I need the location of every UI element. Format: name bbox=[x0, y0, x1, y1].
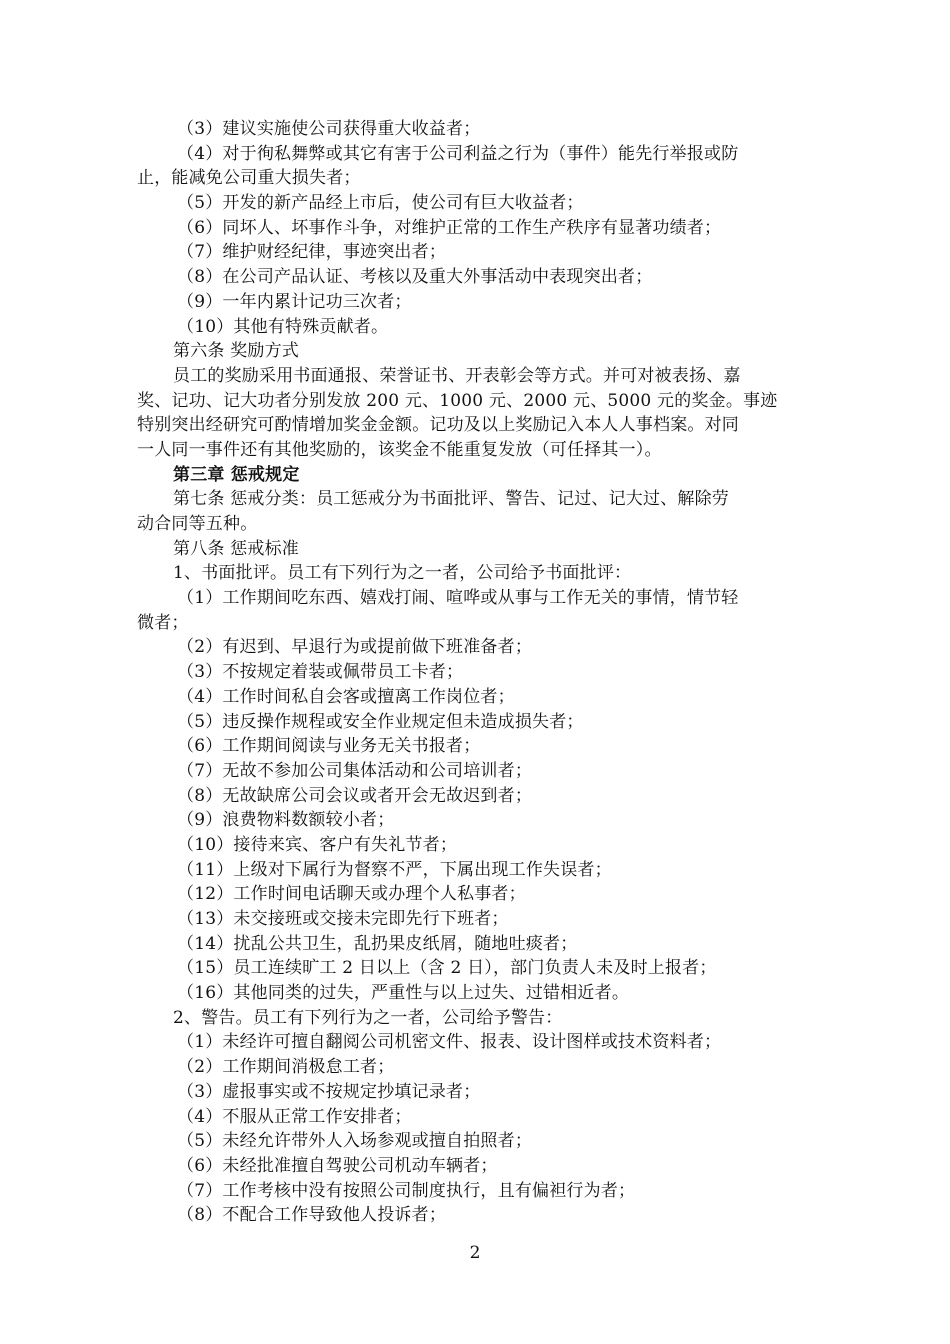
text-line: （8）不配合工作导致他人投诉者； bbox=[177, 1205, 447, 1226]
text-line: （9）浪费物料数额较小者； bbox=[177, 810, 395, 831]
text-line: （5）未经允许带外人入场参观或擅自拍照者； bbox=[177, 1131, 533, 1152]
text-line: （3）不按规定着装或佩带员工卡者； bbox=[177, 662, 464, 683]
text-line: （2）工作期间消极怠工者； bbox=[177, 1057, 395, 1078]
text-line: （8）无故缺席公司会议或者开会无故迟到者； bbox=[177, 785, 533, 806]
text-line: 2、警告。员工有下列行为之一者，公司给予警告： bbox=[173, 1007, 563, 1028]
chapter-heading: 第三章 惩戒规定 bbox=[173, 464, 300, 485]
text-line: （2）有迟到、早退行为或提前做下班准备者； bbox=[177, 637, 533, 658]
text-line: 微者； bbox=[137, 612, 189, 633]
text-line: （3）建议实施使公司获得重大收益者； bbox=[177, 119, 481, 139]
text-line: （8）在公司产品认证、考核以及重大外事活动中表现突出者； bbox=[177, 267, 653, 288]
text-line: （5）开发的新产品经上市后，使公司有巨大收益者； bbox=[177, 193, 584, 214]
text-line: 特别突出经研究可酌情增加奖金金额。记功及以上奖励记入本人人事档案。对同 bbox=[137, 415, 739, 436]
text-line: （4）对于徇私舞弊或其它有害于公司利益之行为（事件）能先行举报或防 bbox=[177, 143, 739, 164]
text-line: 动合同等五种。 bbox=[137, 514, 258, 534]
text-line: 第六条 奖励方式 bbox=[173, 341, 300, 362]
text-line: （4）工作时间私自会客或擅离工作岗位者； bbox=[177, 686, 515, 707]
document-body bbox=[137, 117, 817, 1228]
text-line: （13）未交接班或交接未完即先行下班者； bbox=[177, 909, 509, 929]
text-line: （6）同坏人、坏事作斗争，对维护正常的工作生产秩序有显著功绩者； bbox=[177, 217, 722, 238]
text-line: （1）工作期间吃东西、嬉戏打闹、喧哗或从事与工作无关的事情，情节轻 bbox=[177, 588, 739, 609]
text-line: （3）虚报事实或不按规定抄填记录者； bbox=[177, 1081, 481, 1102]
text-line: 奖、记功、记大功者分别发放 200 元、1000 元、2000 元、5000 元的奖金。事迹 bbox=[137, 390, 778, 411]
text-line: （10）接待来宾、客户有失礼节者； bbox=[177, 834, 458, 855]
text-line: 止，能减免公司重大损失者； bbox=[137, 168, 361, 189]
text-line: （5）违反操作规程或安全作业规定但未造成损失者； bbox=[177, 711, 584, 732]
text-line: （7）无故不参加公司集体活动和公司培训者； bbox=[177, 760, 533, 781]
text-line: （15）员工连续旷工 2 日以上（含 2 日），部门负责人未及时上报者； bbox=[177, 958, 717, 979]
text-line: （6）工作期间阅读与业务无关书报者； bbox=[177, 736, 481, 757]
text-line: （6）未经批准擅自驾驶公司机动车辆者； bbox=[177, 1155, 498, 1176]
text-line: （11）上级对下属行为督察不严，下属出现工作失误者； bbox=[177, 859, 612, 880]
text-line: （16）其他同类的过失，严重性与以上过失、过错相近者。 bbox=[177, 983, 630, 1004]
text-line: （7）工作考核中没有按照公司制度执行，且有偏袒行为者； bbox=[177, 1180, 636, 1201]
text-line: 第八条 惩戒标准 bbox=[173, 538, 300, 559]
text-line: 第七条 惩戒分类：员工惩戒分为书面批评、警告、记过、记大过、解除劳 bbox=[173, 489, 730, 510]
text-line: 一人同一事件还有其他奖励的，该奖金不能重复发放（可任择其一）。 bbox=[137, 439, 662, 460]
page-number: 2 bbox=[469, 1243, 481, 1263]
text-line: （1）未经许可擅自翻阅公司机密文件、报表、设计图样或技术资料者； bbox=[177, 1032, 722, 1053]
text-line: （9）一年内累计记功三次者； bbox=[177, 291, 412, 312]
text-line: （14）扰乱公共卫生，乱扔果皮纸屑，随地吐痰者； bbox=[177, 933, 578, 954]
text-line: 1、书面批评。员工有下列行为之一者，公司给予书面批评： bbox=[173, 563, 632, 584]
text-line: （10）其他有特殊贡献者。 bbox=[177, 316, 389, 337]
text-line: 员工的奖励采用书面通报、荣誉证书、开表彰会等方式。并可对被表扬、嘉 bbox=[173, 365, 741, 386]
text-line: （4）不服从正常工作安排者； bbox=[177, 1106, 412, 1127]
text-line: （12）工作时间电话聊天或办理个人私事者； bbox=[177, 884, 526, 905]
text-line: （7）维护财经纪律，事迹突出者； bbox=[177, 242, 447, 263]
